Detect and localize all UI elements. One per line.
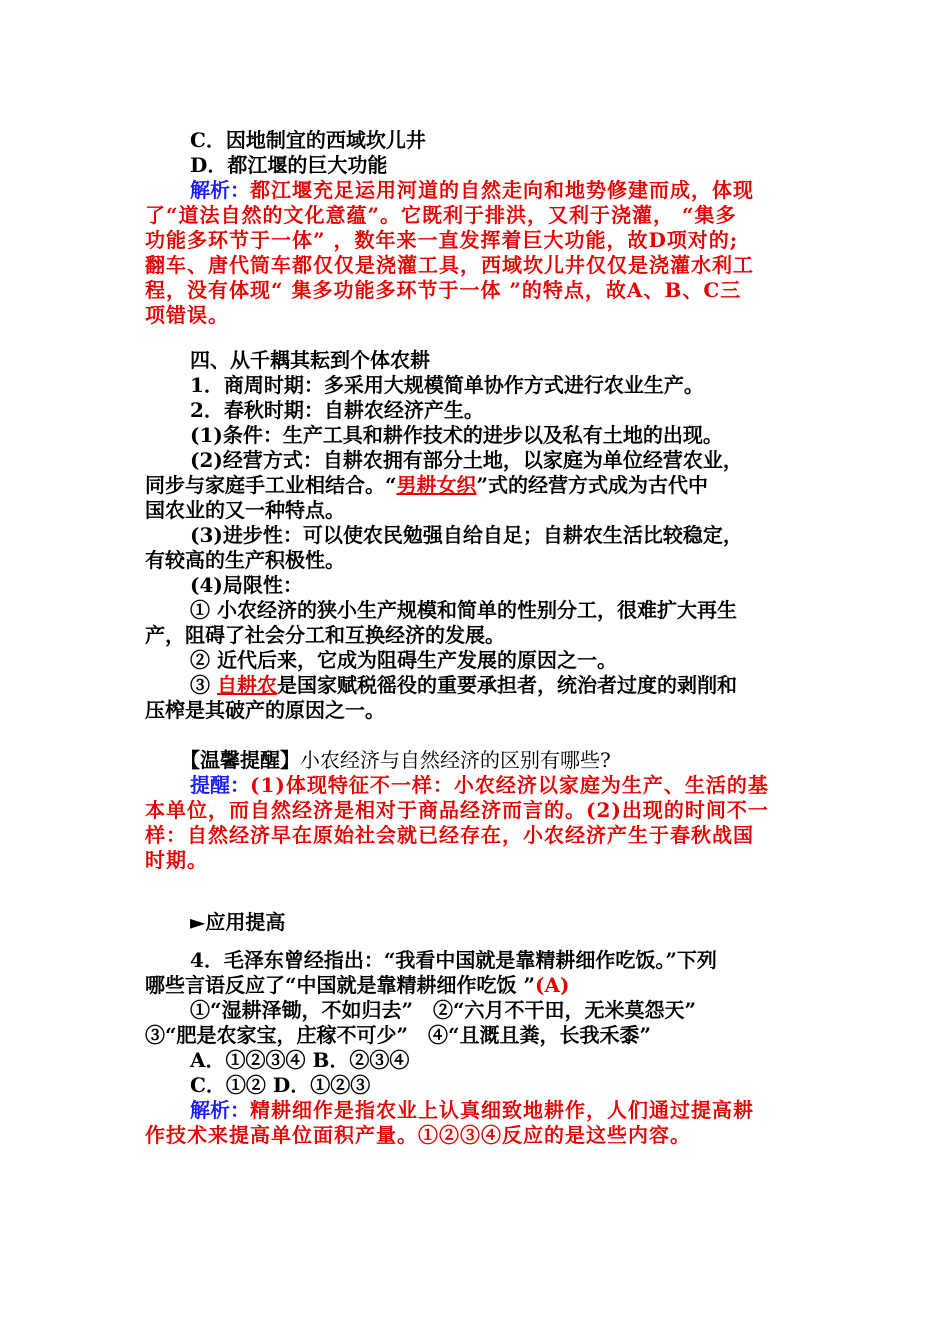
analysis-1-line: 功能多环节于一体” ，数年来一直发挥着巨大功能，故D项对的;: [145, 228, 739, 252]
section-title: 四、从千耦其耘到个体农耕: [190, 348, 430, 372]
analysis-1-line: 项错误。: [145, 303, 229, 327]
analysis-1-line: 翻车、唐代筒车都仅仅是浇灌工具，西域坎儿井仅仅是浇灌水利工: [145, 253, 754, 277]
analysis-2-line: 作技术来提高单位面积产量。①②③④反应的是这些内容。: [145, 1123, 691, 1147]
tip-answer: 提醒：(1)体现特征不一样：小农经济以家庭为生产、生活的基: [190, 773, 769, 797]
limitation-item: ② 近代后来，它成为阻碍生产发展的原因之一。: [190, 648, 617, 672]
answer: (A): [534, 973, 570, 997]
option-c: C．因地制宜的西域坎儿井: [190, 128, 426, 152]
limitation-item: ③ 自耕农是国家赋税徭役的重要承担者，统治者过度的剥削和: [190, 673, 737, 697]
analysis-1-line: 解析：都江堰充足运用河道的自然走向和地势修建而成，体现: [190, 178, 754, 202]
statement-line: ①“湿耕泽锄，不如归去” ②“六月不干田，无米莫怨天”: [190, 998, 697, 1022]
limitation: (4)局限性：: [190, 573, 303, 597]
keyword-highlight: 自耕农: [216, 673, 277, 697]
tip-question: 【温馨提醒】小农经济与自然经济的区别有哪些?: [180, 748, 611, 772]
tip-answer: 样：自然经济早在原始社会就已经存在，小农经济产生于春秋战国: [145, 823, 754, 847]
analysis-label: 解析：: [190, 178, 250, 202]
limitation-item: ① 小农经济的狭小生产规模和简单的性别分工，很难扩大再生: [190, 598, 737, 622]
operation-mode: 同步与家庭手工业相结合。“男耕女织”式的经营方式成为古代中: [145, 473, 709, 497]
keyword-highlight: 男耕女织: [396, 473, 477, 497]
progressiveness: (3)进步性：可以使农民勉强自给自足；自耕农生活比较稳定，: [190, 523, 743, 547]
analysis-2-line: 解析：精耕细作是指农业上认真细致地耕作，人们通过提高耕: [190, 1098, 754, 1122]
point-2: 2．春秋时期：自耕农经济产生。: [190, 398, 484, 422]
options-cd: C．①② D．①②③: [190, 1073, 371, 1097]
question: 哪些言语反应了“中国就是靠精耕细作吃饭 ”(A): [145, 973, 570, 997]
condition: (1)条件：生产工具和耕作技术的进步以及私有土地的出现。: [190, 423, 723, 447]
progressiveness: 有较高的生产积极性。: [145, 548, 345, 572]
options-ab: A．①②③④ B．②③④: [190, 1048, 410, 1072]
statement-line: ③“肥是农家宝，庄稼不可少” ④“且溉且粪，长我禾黍”: [145, 1023, 652, 1047]
question: 4．毛泽东曾经指出：“我看中国就是靠精耕细作吃饭。”下列: [190, 948, 717, 972]
limitation-item: 压榨是其破产的原因之一。: [145, 698, 385, 722]
tip-answer: 时期。: [145, 848, 208, 872]
operation-mode: 国农业的又一种特点。: [145, 498, 345, 522]
analysis-1-line: 了“道法自然的文化意蕴”。它既利于排洪，又利于浇灌， “集多: [145, 203, 737, 227]
apply-title: ►应用提高: [190, 910, 286, 934]
analysis-1-line: 程，没有体现“ 集多功能多环节于一体 ”的特点，故A、B、C三: [145, 278, 742, 302]
tip-answer: 本单位，而自然经济是相对于商品经济而言的。(2)出现的时间不一: [145, 798, 769, 822]
limitation-item: 产，阻碍了社会分工和互换经济的发展。: [145, 623, 505, 647]
option-d: D．都江堰的巨大功能: [190, 153, 388, 177]
point-1: 1．商周时期：多采用大规模简单协作方式进行农业生产。: [190, 373, 704, 397]
operation-mode: (2)经营方式：自耕农拥有部分土地，以家庭为单位经营农业，: [190, 448, 743, 472]
